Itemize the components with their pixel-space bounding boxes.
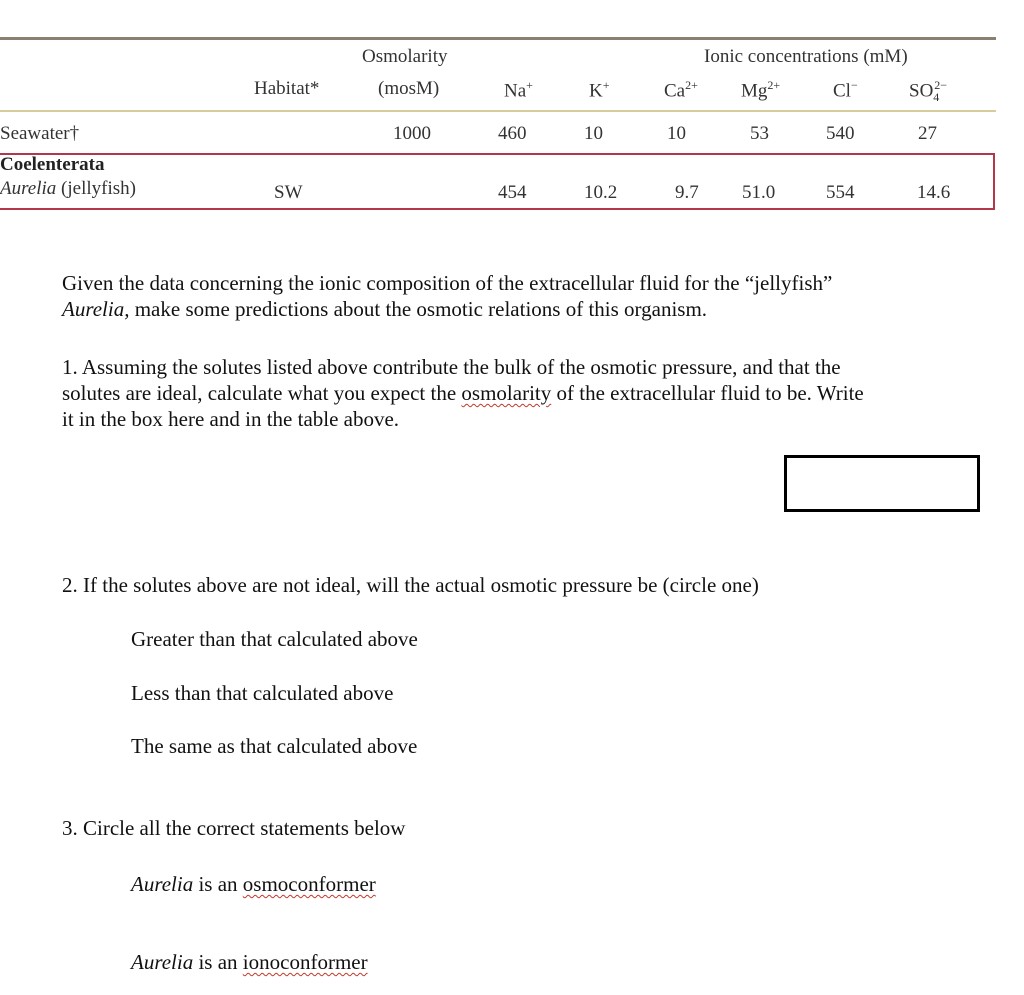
row-label-aurelia: Aurelia (jellyfish) (0, 178, 136, 199)
q2-option-same[interactable]: The same as that calculated above (131, 734, 418, 758)
aurelia-na: 454 (498, 182, 527, 203)
seawater-ca: 10 (667, 123, 686, 144)
table-header-rule (0, 110, 996, 112)
q3-prompt: 3. Circle all the correct statements below (62, 816, 406, 840)
seawater-k: 10 (584, 123, 603, 144)
osmolarity-answer-box[interactable] (784, 455, 980, 512)
ion-header-so4: $SO_4^{2-}$ (909, 78, 948, 105)
seawater-so4: 27 (918, 123, 937, 144)
ion-header-na: Na+ (504, 78, 533, 102)
q1-line-2: solutes are ideal, calculate what you expect the osmolarity of the extracellular fluid to be. Write (62, 381, 864, 405)
q2-option-less[interactable]: Less than that calculated above (131, 681, 394, 705)
ion-header-ca: $Ca^{2+}$ (664, 78, 698, 102)
ionic-concentrations-header: Ionic concentrations (mM) (704, 46, 908, 67)
seawater-osmolarity: 1000 (393, 123, 431, 144)
aurelia-mg: 51.0 (742, 182, 776, 203)
intro-line-1: Given the data concerning the ionic composition of the extracellular fluid for the “jellyfish” (62, 271, 833, 295)
osmolarity-header-top: Osmolarity (362, 46, 448, 67)
table-top-rule (0, 37, 996, 40)
aurelia-so4: 14.6 (917, 182, 951, 203)
ion-header-mg: $Mg^{2+}$ (741, 78, 781, 102)
aurelia-ca: 9.7 (675, 182, 699, 203)
q1-line-3: it in the box here and in the table above. (62, 407, 400, 431)
seawater-mg: 53 (750, 123, 769, 144)
ion-header-cl: Cl− (833, 78, 858, 102)
seawater-cl: 540 (826, 123, 855, 144)
seawater-na: 460 (498, 123, 527, 144)
q2-option-greater[interactable]: Greater than that calculated above (131, 627, 418, 651)
osmolarity-header-unit: (mosM) (378, 78, 440, 99)
q2-prompt: 2. If the solutes above are not ideal, will the actual osmotic pressure be (circle one) (62, 573, 759, 597)
ion-header-k: K+ (589, 78, 610, 102)
habitat-header: Habitat* (254, 78, 320, 99)
aurelia-habitat: SW (274, 182, 303, 203)
intro-line-2: Aurelia, make some predictions about the osmotic relations of this organism. (62, 297, 708, 321)
row-label-seawater: Seawater† (0, 123, 80, 144)
group-label-coelenterata: Coelenterata (0, 154, 105, 175)
q3-statement-osmoconformer[interactable]: Aurelia is an osmoconformer (131, 872, 376, 896)
aurelia-k: 10.2 (584, 182, 618, 203)
q3-statement-ionoconformer[interactable]: Aurelia is an ionoconformer (131, 950, 368, 974)
aurelia-cl: 554 (826, 182, 855, 203)
q1-line-1: 1. Assuming the solutes listed above contribute the bulk of the osmotic pressure, and that the (62, 355, 841, 379)
